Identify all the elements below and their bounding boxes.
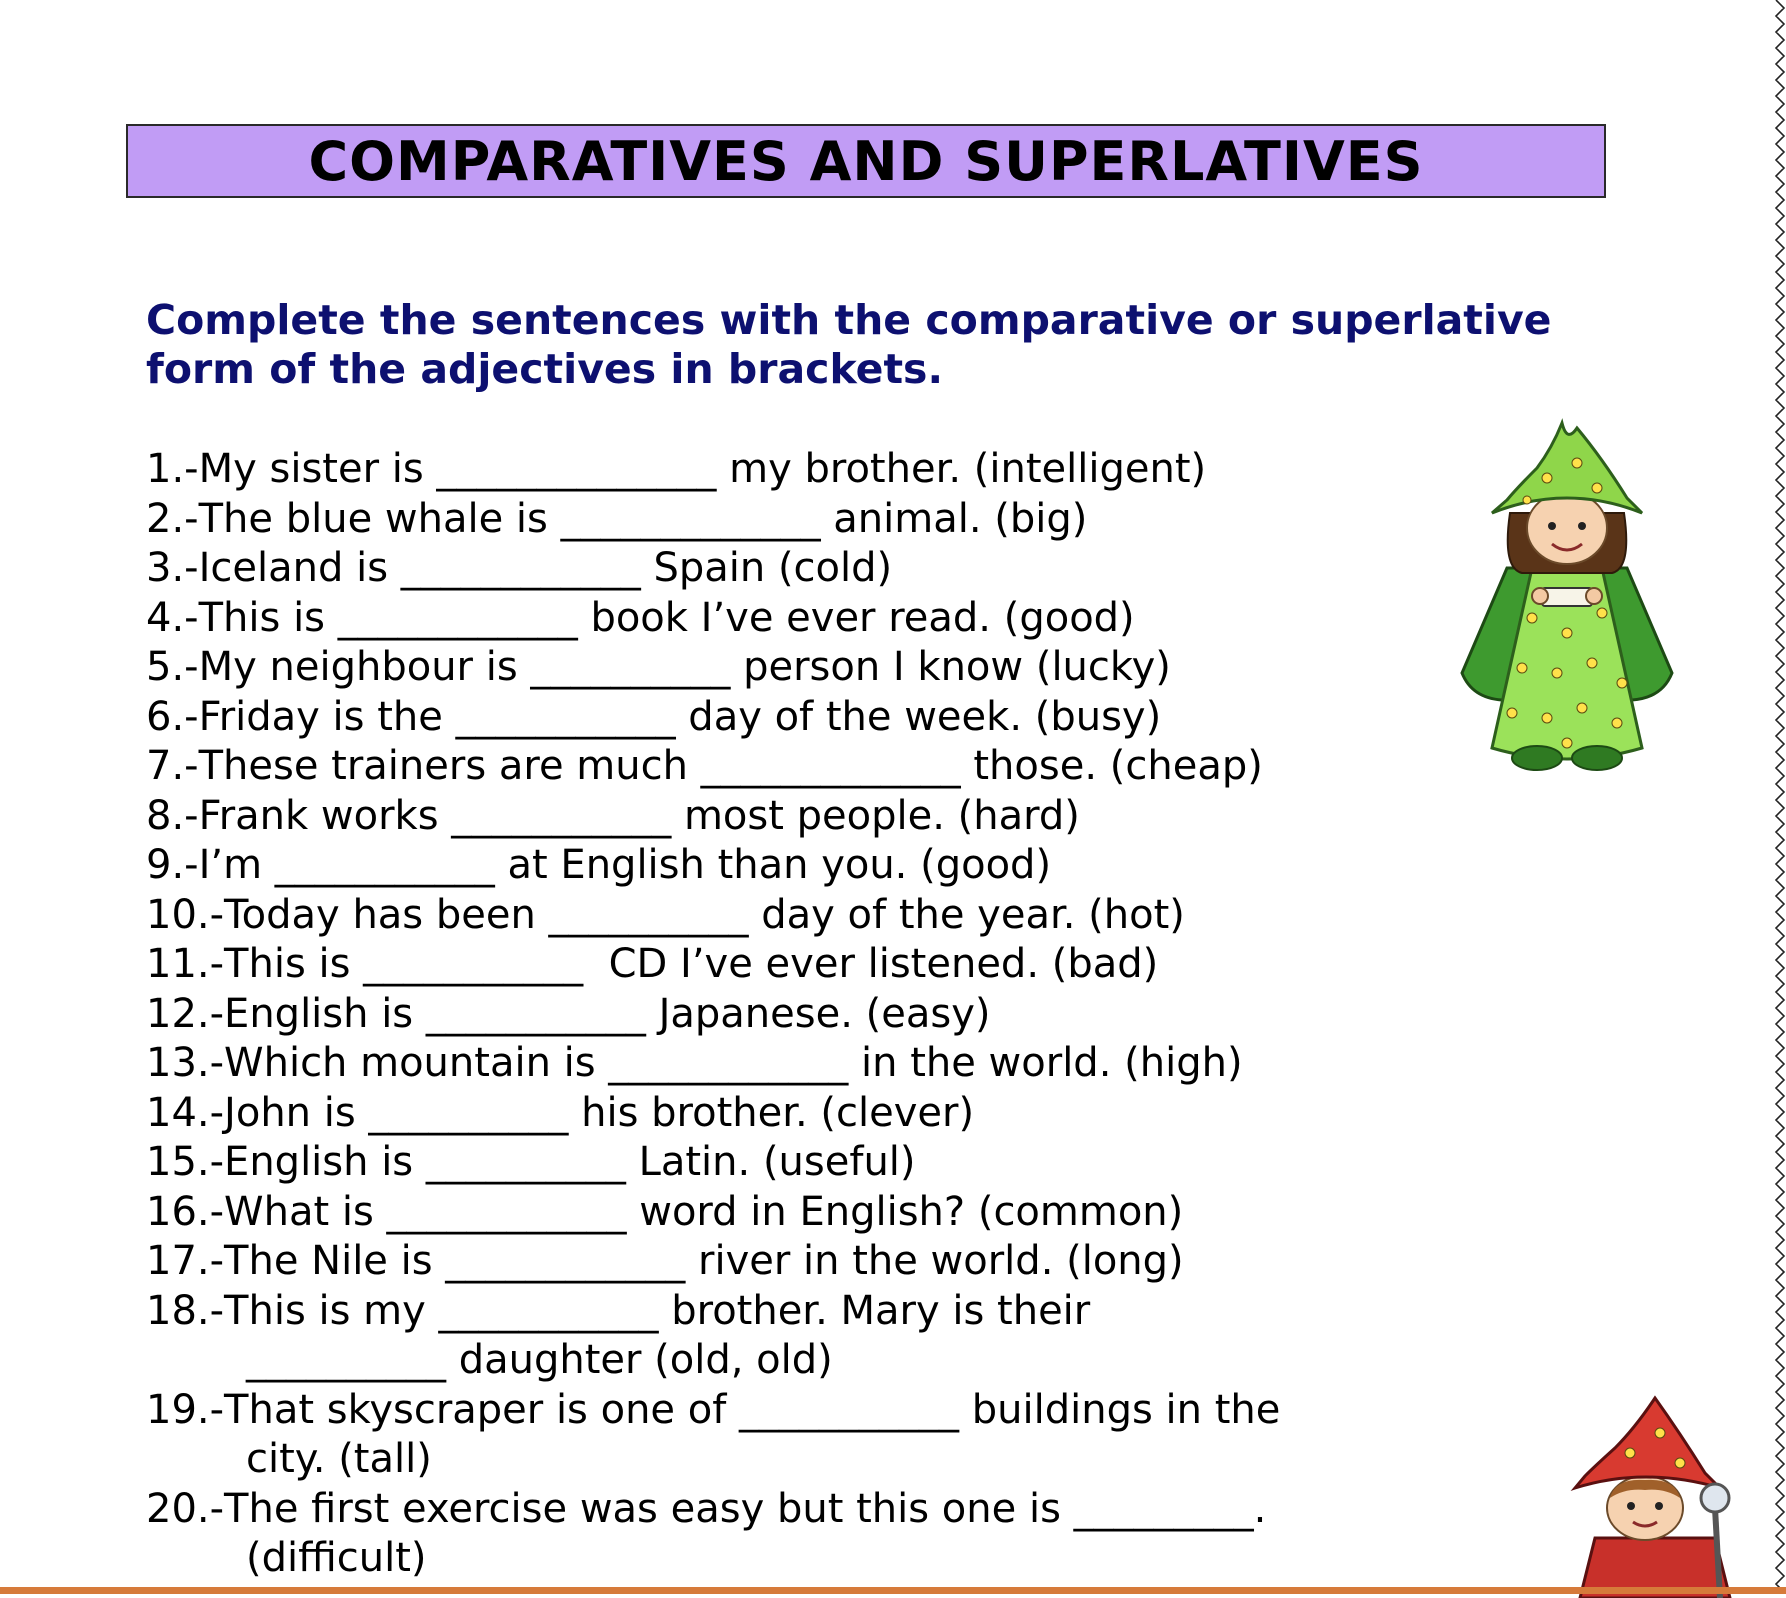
green-wizard-girl-illustration <box>1452 418 1682 803</box>
item-text: The blue whale is _____________ animal. (big) <box>198 495 1088 542</box>
item-text: English is __________ Latin. (useful) <box>224 1139 916 1185</box>
item-number: 17.- <box>146 1238 225 1284</box>
exercise-item-8 <box>146 792 1446 842</box>
item-number: 19.- <box>146 1386 225 1433</box>
item-text: That skyscraper is one of ___________ buildings in the <box>224 1386 1281 1433</box>
item-text: The first exercise was easy but this one is _________. <box>224 1485 1267 1532</box>
exercise-item-20 <box>146 1485 1446 1535</box>
exercise-item-16 <box>146 1188 1446 1238</box>
exercise-item-20-continuation: (difficult) <box>246 1535 427 1581</box>
item-text: Iceland is ____________ Spain (cold) <box>198 545 893 591</box>
exercise-item-7 <box>146 742 1446 792</box>
item-number: 3.- <box>146 545 199 591</box>
item-text: Friday is the ___________ day of the week. (busy) <box>198 693 1162 740</box>
instructions: Complete the sentences with the comparative or superlative form of the adjectives in brackets. <box>146 296 1552 393</box>
item-number: 15.- <box>146 1139 225 1185</box>
item-number: 9.- <box>146 842 199 888</box>
zigzag-border <box>1772 0 1786 1594</box>
red-wizard-boy-illustration <box>1555 1388 1755 1598</box>
page-title: COMPARATIVES AND SUPERLATIVES <box>308 129 1424 193</box>
item-number: 13.- <box>146 1040 225 1086</box>
exercise-item-14 <box>146 1089 1446 1139</box>
item-text: Today has been __________ day of the year. (hot) <box>224 891 1185 938</box>
item-number: 18.- <box>146 1287 225 1334</box>
item-number: 4.- <box>146 594 199 641</box>
item-number: 11.- <box>146 941 225 987</box>
item-text: The Nile is ____________ river in the world. (long) <box>224 1238 1184 1284</box>
item-text: This is ____________ book I’ve ever read. (good) <box>198 594 1135 641</box>
item-number: 12.- <box>146 990 225 1037</box>
item-number: 1.- <box>146 446 199 492</box>
exercise-item-1 <box>146 445 1446 495</box>
exercise-item-17 <box>146 1237 1446 1287</box>
item-text: My sister is ______________ my brother. (intelligent) <box>198 446 1207 492</box>
item-number: 5.- <box>146 644 199 690</box>
item-text: These trainers are much _____________ those. (cheap) <box>198 743 1263 789</box>
exercise-item-10 <box>146 891 1446 941</box>
item-text: My neighbour is __________ person I know (lucky) <box>198 644 1171 690</box>
item-number: 7.- <box>146 743 199 789</box>
item-number: 10.- <box>146 891 225 938</box>
item-number: 14.- <box>146 1089 225 1136</box>
exercise-item-19-continuation: city. (tall) <box>246 1436 432 1482</box>
exercise-item-5 <box>146 643 1446 693</box>
item-number: 20.- <box>146 1485 225 1532</box>
item-text: This is my ___________ brother. Mary is their <box>224 1287 1091 1334</box>
exercise-item-15 <box>146 1138 1446 1188</box>
exercise-item-19 <box>146 1386 1446 1436</box>
item-number: 8.- <box>146 792 199 839</box>
exercise-item-11 <box>146 940 1446 990</box>
exercise-item-2 <box>146 495 1446 545</box>
title-banner <box>126 124 1606 198</box>
bottom-rule <box>0 1587 1786 1594</box>
item-text: John is __________ his brother. (clever) <box>224 1089 975 1136</box>
exercise-item-18 <box>146 1287 1446 1337</box>
exercise-item-12 <box>146 990 1446 1040</box>
exercise-item-18-continuation: __________ daughter (old, old) <box>246 1337 833 1383</box>
item-number: 16.- <box>146 1188 225 1235</box>
item-text: This is ___________ CD I’ve ever listened. (bad) <box>224 941 1159 987</box>
exercise-item-3 <box>146 544 1446 594</box>
item-number: 6.- <box>146 693 199 740</box>
exercise-item-13 <box>146 1039 1446 1089</box>
exercise-item-6 <box>146 693 1446 743</box>
item-text: Which mountain is ____________ in the world. (high) <box>224 1040 1243 1086</box>
item-text: English is ___________ Japanese. (easy) <box>224 990 991 1037</box>
item-text: I’m ___________ at English than you. (good) <box>198 842 1052 888</box>
exercise-item-9 <box>146 841 1446 891</box>
item-number: 2.- <box>146 495 199 542</box>
exercise-item-4 <box>146 594 1446 644</box>
item-text: What is ____________ word in English? (common) <box>224 1188 1184 1235</box>
exercise-list <box>146 445 1446 1584</box>
item-text: Frank works ___________ most people. (hard) <box>198 792 1080 839</box>
